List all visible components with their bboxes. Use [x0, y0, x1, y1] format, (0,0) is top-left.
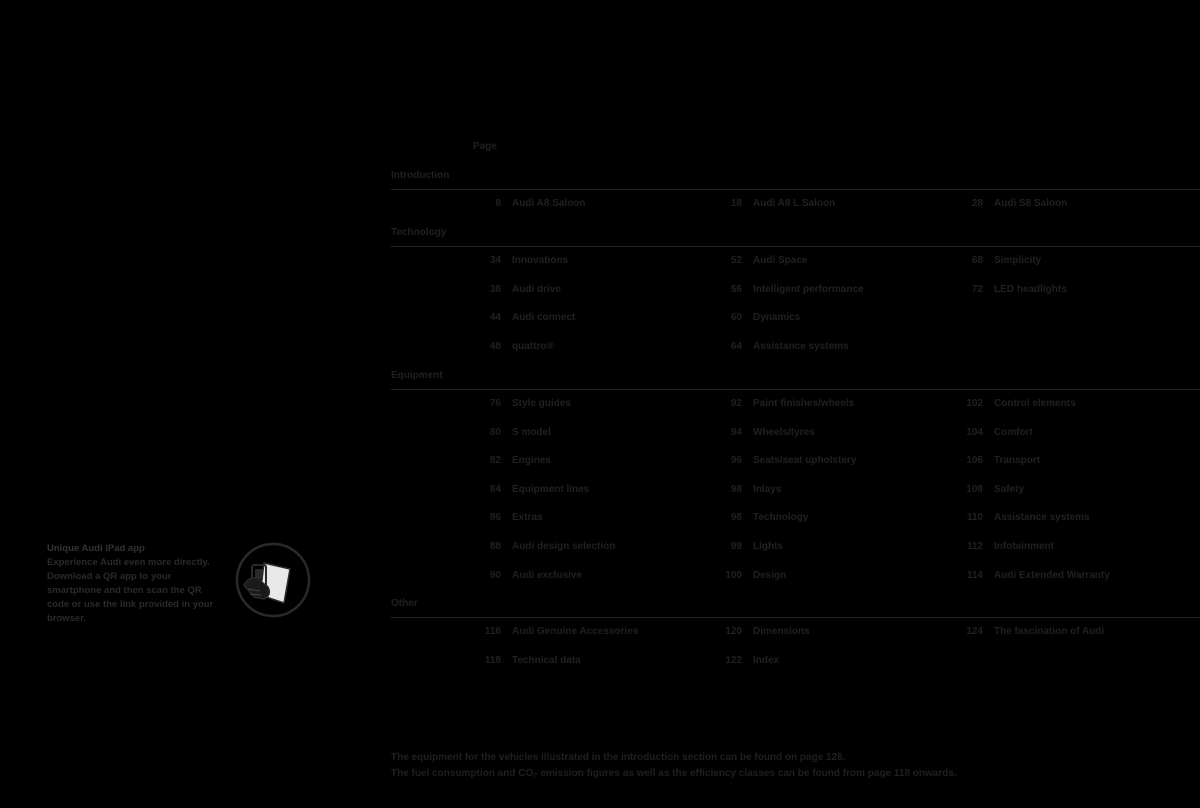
- entry-label: Audi Extended Warranty: [994, 569, 1110, 581]
- page-number: 114: [966, 569, 983, 581]
- page-number: 116: [484, 626, 501, 637]
- toc-entry[interactable]: [730, 397, 855, 411]
- toc-entry[interactable]: [966, 454, 1041, 468]
- page-header: Page: [473, 141, 497, 152]
- toc-entry[interactable]: [966, 483, 1025, 497]
- toc-entry[interactable]: [730, 454, 857, 468]
- page-number: 112: [966, 541, 983, 552]
- entry-label: Index: [753, 654, 780, 666]
- toc-entry[interactable]: [725, 625, 810, 639]
- toc-entry[interactable]: [730, 283, 864, 297]
- page-number: 118: [484, 654, 501, 666]
- sidebar-promo: [47, 542, 223, 626]
- page-number: 82: [489, 455, 501, 467]
- toc-entry[interactable]: [489, 311, 576, 325]
- toc-entry[interactable]: [489, 454, 551, 468]
- entry-label: Simplicity: [994, 255, 1042, 266]
- toc-entry[interactable]: [725, 569, 787, 583]
- toc-entry[interactable]: [489, 340, 554, 354]
- page-number: 38: [489, 283, 501, 295]
- section-rule: [391, 189, 1200, 190]
- toc-entry[interactable]: [730, 311, 801, 325]
- footnote-equipment: The equipment for the vehicles illustrated in the introduction section can be found on page 126.: [391, 752, 846, 763]
- entry-label: Innovations: [512, 255, 569, 266]
- page-number: 84: [489, 483, 501, 495]
- page-number: 48: [489, 340, 501, 352]
- page-number: 52: [730, 255, 742, 266]
- page-number: 64: [730, 340, 742, 352]
- toc-entry[interactable]: [484, 625, 639, 639]
- promo-title: Unique Audi iPad app: [47, 543, 145, 554]
- page-number: 92: [730, 398, 742, 409]
- page-number: 72: [971, 283, 983, 295]
- entry-label: Audi A8 L Saloon: [753, 198, 836, 209]
- promo-body: Experience Audi even more directly. Download a QR app to your smartphone and then scan the QR code or use the link provided in your browser.: [47, 557, 214, 624]
- toc-entry[interactable]: [730, 540, 783, 554]
- toc-entry[interactable]: [730, 254, 808, 268]
- page-number: 100: [725, 569, 742, 581]
- entry-label: Assistance systems: [753, 340, 849, 352]
- page-number: 80: [489, 426, 501, 438]
- page-number: 34: [489, 255, 501, 266]
- toc-entry[interactable]: [484, 654, 581, 668]
- entry-label: Assistance systems: [994, 512, 1090, 524]
- toc-entry[interactable]: [730, 340, 849, 354]
- entry-label: Audi A8 Saloon: [512, 198, 586, 209]
- entry-label: Audi exclusive: [512, 569, 583, 581]
- entry-label: Audi Space: [753, 255, 808, 266]
- section-rule: [391, 389, 1200, 390]
- entry-label: Style guides: [512, 398, 571, 409]
- entry-label: Safety: [994, 483, 1025, 495]
- entry-label: Dimensions: [753, 626, 810, 637]
- section-title-technology: Technology: [391, 227, 447, 238]
- page-number: 124: [966, 626, 983, 637]
- toc-entry[interactable]: [495, 197, 586, 211]
- toc-entry[interactable]: [489, 540, 616, 554]
- toc-entry[interactable]: [966, 511, 1090, 525]
- page-number: 90: [489, 569, 501, 581]
- entry-label: Seats/seat upholstery: [753, 455, 857, 467]
- entry-label: Lights: [753, 541, 783, 552]
- entry-label: Paint finishes/wheels: [753, 398, 855, 409]
- section-rule: [391, 246, 1200, 247]
- entry-label: Extras: [512, 512, 543, 524]
- toc-entry[interactable]: [966, 540, 1054, 554]
- toc-entry[interactable]: [966, 397, 1076, 411]
- page-number: 86: [489, 512, 501, 524]
- page-number: 60: [730, 312, 742, 324]
- section-rule: [391, 617, 1200, 618]
- entry-label: Design: [753, 569, 787, 581]
- toc-entry[interactable]: [971, 197, 1068, 211]
- toc-entry[interactable]: [725, 654, 780, 668]
- entry-label: Audi S8 Saloon: [994, 198, 1068, 209]
- entry-label: Inlays: [753, 483, 782, 495]
- entry-label: quattro®: [512, 340, 554, 352]
- entry-label: S model: [512, 426, 551, 438]
- page-number: 98: [730, 483, 742, 495]
- entry-label: Technology: [753, 512, 809, 524]
- page-number: 8: [495, 198, 501, 209]
- page-number: 122: [725, 654, 742, 666]
- entry-label: The fascination of Audi: [994, 626, 1105, 637]
- toc-entry[interactable]: [966, 625, 1105, 639]
- entry-label: LED headlights: [994, 283, 1067, 295]
- entry-label: Comfort: [994, 426, 1033, 438]
- footnote-fuel: The fuel consumption and CO₂ emission figures as well as the efficiency classes can be found from page 118 onwards.: [391, 768, 957, 779]
- page-number: 28: [971, 198, 983, 209]
- page-number: 44: [489, 312, 501, 324]
- toc-entry[interactable]: [489, 283, 561, 297]
- page-number: 56: [730, 283, 742, 295]
- toc-entry[interactable]: [730, 197, 836, 211]
- page-number: 104: [966, 426, 983, 438]
- toc-entry[interactable]: [730, 426, 815, 440]
- toc-entry[interactable]: [971, 283, 1067, 297]
- entry-label: Intelligent performance: [753, 283, 864, 295]
- toc-entry[interactable]: [489, 483, 590, 497]
- section-title-equipment: Equipment: [391, 370, 443, 381]
- entry-label: Technical data: [512, 654, 581, 666]
- page-number: 94: [730, 426, 742, 438]
- entry-label: Dynamics: [753, 312, 801, 324]
- page-number: 18: [730, 198, 742, 209]
- entry-label: Wheels/tyres: [753, 426, 815, 438]
- toc-entry[interactable]: [966, 569, 1110, 583]
- toc-entry[interactable]: [971, 254, 1042, 268]
- section-title-introduction: Introduction: [391, 170, 450, 181]
- toc-entry[interactable]: [730, 483, 782, 497]
- page-number: 68: [971, 255, 983, 266]
- section-title-other: Other: [391, 598, 418, 609]
- toc-entry[interactable]: [489, 397, 571, 411]
- page-number: 110: [966, 512, 983, 524]
- page-number: 120: [725, 626, 742, 637]
- page-number: 99: [730, 541, 742, 552]
- entry-label: Infotainment: [994, 541, 1054, 552]
- toc-entry[interactable]: [730, 511, 809, 525]
- page-number: 96: [730, 455, 742, 467]
- entry-label: Audi design selection: [512, 541, 616, 552]
- phone-scan-icon: [234, 541, 312, 619]
- entry-label: Audi drive: [512, 283, 561, 295]
- page-number: 88: [489, 541, 501, 552]
- page-number: 102: [966, 398, 983, 409]
- page-number: 98: [730, 512, 742, 524]
- toc-entry[interactable]: [489, 569, 583, 583]
- toc-entry[interactable]: [489, 254, 569, 268]
- entry-label: Audi Genuine Accessories: [512, 626, 639, 637]
- toc-entry[interactable]: [489, 511, 543, 525]
- toc-entry[interactable]: [489, 426, 551, 440]
- entry-label: Equipment lines: [512, 483, 590, 495]
- page-number: 108: [966, 483, 983, 495]
- toc-entry[interactable]: [966, 426, 1033, 440]
- entry-label: Engines: [512, 455, 551, 467]
- entry-label: Transport: [994, 455, 1041, 467]
- entry-label: Control elements: [994, 398, 1076, 409]
- entry-label: Audi connect: [512, 312, 576, 324]
- page-number: 106: [966, 455, 983, 467]
- page-number: 76: [489, 398, 501, 409]
